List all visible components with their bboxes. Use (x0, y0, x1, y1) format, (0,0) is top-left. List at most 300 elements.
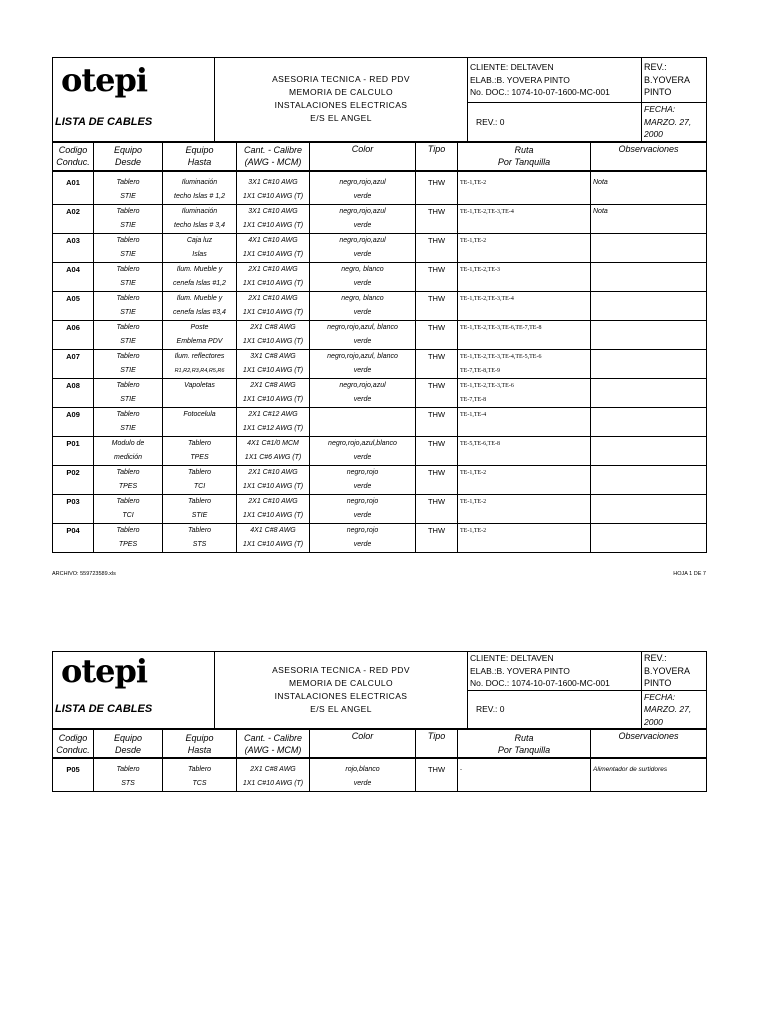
cell-ruta: TE-7,TE-8 (458, 393, 591, 408)
cell-desde: Tablero (94, 763, 163, 777)
client-label: CLIENTE: DELTAVEN (470, 653, 554, 663)
table-row (53, 262, 707, 277)
company-logo: otepi (61, 652, 148, 690)
cell-observaciones (591, 451, 707, 466)
cell-code (53, 306, 94, 321)
cell-ruta (458, 219, 591, 234)
cell-color: negro,rojo,azul (310, 378, 416, 393)
cell-ruta (458, 248, 591, 263)
col-header-ruta: Ruta Por Tanquilla (458, 730, 591, 758)
cell-observaciones (591, 480, 707, 495)
cell-color: verde (310, 219, 416, 234)
cell-tipo (416, 219, 458, 234)
cell-color: verde (310, 364, 416, 379)
cell-tipo (416, 509, 458, 524)
cell-tipo: THW (416, 262, 458, 277)
table-row (53, 451, 707, 466)
table-row (53, 523, 707, 538)
cell-cantidad: 1X1 C#10 AWG (T) (237, 480, 310, 495)
table-row (53, 364, 707, 379)
cell-hasta: Vapoletas (163, 378, 237, 393)
cell-desde: STIE (94, 248, 163, 263)
table-row (53, 422, 707, 437)
table-row (53, 378, 707, 393)
cell-hasta: techo Islas # 3,4 (163, 219, 237, 234)
cell-desde: STIE (94, 364, 163, 379)
title-line: ASESORIA TECNICA - RED PDV (272, 74, 410, 85)
cell-tipo (416, 480, 458, 495)
cell-code: P02 (53, 465, 94, 480)
cell-desde: Tablero (94, 494, 163, 509)
cell-color: negro,rojo,azul, blanco (310, 320, 416, 335)
cell-ruta (458, 277, 591, 292)
cell-hasta: Poste (163, 320, 237, 335)
col-header-desde: Equipo Desde (94, 142, 163, 170)
title-line: ASESORIA TECNICA - RED PDV (272, 665, 410, 675)
cell-cantidad: 2X1 C#12 AWG (237, 407, 310, 422)
col-header-observaciones: Observaciones (591, 730, 707, 758)
cell-observaciones (591, 422, 707, 437)
cell-observaciones (591, 262, 707, 277)
cell-tipo: THW (416, 291, 458, 306)
cell-code (53, 393, 94, 408)
cell-ruta (458, 422, 591, 437)
cell-hasta: R1,R2,R3,R4,R5,R6 (163, 364, 237, 379)
table-row (53, 219, 707, 234)
cell-hasta: Ilum. Mueble y (163, 262, 237, 277)
cell-code (53, 277, 94, 292)
table-row (53, 335, 707, 350)
cell-desde: Tablero (94, 176, 163, 190)
cell-color: negro, blanco (310, 291, 416, 306)
cell-color: verde (310, 277, 416, 292)
cell-code (53, 219, 94, 234)
cell-code: P05 (53, 763, 94, 777)
cell-color: verde (310, 248, 416, 263)
cell-observaciones (591, 494, 707, 509)
cell-ruta (458, 509, 591, 524)
col-header-ruta: Ruta Por Tanquilla (458, 142, 591, 170)
cell-code (53, 248, 94, 263)
cell-desde: Modulo de (94, 436, 163, 451)
cell-observaciones (591, 393, 707, 408)
cell-tipo: THW (416, 204, 458, 219)
cell-ruta: TE-1,TE-2 (458, 494, 591, 509)
table-row (53, 509, 707, 524)
cell-code: A05 (53, 291, 94, 306)
cell-observaciones: Nota (591, 204, 707, 219)
logo-cell (53, 652, 215, 691)
cell-color: negro,rojo,azul (310, 233, 416, 248)
cell-ruta: TE-1,TE-2,TE-3,TE-6 (458, 378, 591, 393)
cell-cantidad: 2X1 C#10 AWG (237, 494, 310, 509)
cell-observaciones (591, 306, 707, 321)
cell-hasta: TCS (163, 777, 237, 792)
title-line: INSTALACIONES ELECTRICAS (274, 691, 408, 701)
cell-hasta: Iluminación (163, 204, 237, 219)
cell-tipo (416, 306, 458, 321)
cell-code: A06 (53, 320, 94, 335)
cell-ruta: - (458, 763, 591, 777)
cell-desde: Tablero (94, 465, 163, 480)
cell-color: verde (310, 190, 416, 205)
col-header-codigo: Codigo Conduc. (53, 142, 94, 170)
col-header-color: Color (310, 730, 416, 758)
cell-hasta: Tablero (163, 465, 237, 480)
title-block (215, 58, 468, 142)
cell-code: A08 (53, 378, 94, 393)
table-row (53, 176, 707, 190)
cell-desde: medición (94, 451, 163, 466)
cell-cantidad: 2X1 C#8 AWG (237, 320, 310, 335)
cell-code: A02 (53, 204, 94, 219)
cell-code (53, 335, 94, 350)
rev-number: REV.: 0 (468, 690, 642, 729)
cell-color: negro,rojo,azul,blanco (310, 436, 416, 451)
cell-cantidad: 3X1 C#10 AWG (237, 176, 310, 190)
cell-observaciones (591, 233, 707, 248)
cell-hasta: Islas (163, 248, 237, 263)
cell-code (53, 538, 94, 553)
cell-hasta: cenefa Islas #1,2 (163, 277, 237, 292)
cell-ruta: TE-1,TE-2 (458, 465, 591, 480)
cell-ruta: TE-5,TE-6,TE-8 (458, 436, 591, 451)
cell-ruta: TE-1,TE-2 (458, 523, 591, 538)
client-label: CLIENTE: DELTAVEN (470, 62, 554, 73)
cell-cantidad: 3X1 C#10 AWG (237, 204, 310, 219)
table-row (53, 306, 707, 321)
cell-code (53, 777, 94, 792)
cell-color: negro,rojo,azul, blanco (310, 349, 416, 364)
cell-cantidad: 4X1 C#8 AWG (237, 523, 310, 538)
cell-hasta: Tablero (163, 523, 237, 538)
cell-cantidad: 2X1 C#10 AWG (237, 291, 310, 306)
cell-color: negro, blanco (310, 262, 416, 277)
cell-hasta: Iluminación (163, 176, 237, 190)
cell-observaciones (591, 219, 707, 234)
cell-tipo (416, 277, 458, 292)
cell-observaciones (591, 320, 707, 335)
cell-ruta: TE-7,TE-8,TE-9 (458, 364, 591, 379)
cell-cantidad: 4X1 C#10 AWG (237, 233, 310, 248)
cell-code: P04 (53, 523, 94, 538)
cell-observaciones (591, 291, 707, 306)
cell-tipo: THW (416, 465, 458, 480)
title-line: E/S EL ANGEL (310, 113, 372, 124)
footer-hoja: HOJA 1 DE 7 (673, 571, 706, 577)
title-line: MEMORIA DE CALCULO (288, 87, 394, 98)
cell-ruta (458, 306, 591, 321)
cell-tipo: THW (416, 494, 458, 509)
cell-ruta: TE-1,TE-2 (458, 233, 591, 248)
cell-desde: STIE (94, 335, 163, 350)
cell-tipo: THW (416, 349, 458, 364)
cell-cantidad: 1X1 C#10 AWG (T) (237, 248, 310, 263)
cell-tipo (416, 538, 458, 553)
cell-desde: Tablero (94, 349, 163, 364)
col-header-cantidad: Cant. - Calibre (AWG - MCM) (237, 142, 310, 170)
cell-color: negro,rojo (310, 523, 416, 538)
cable-table (52, 758, 707, 792)
table-row (53, 465, 707, 480)
cell-hasta: STIE (163, 509, 237, 524)
cell-hasta: Emblema PDV (163, 335, 237, 350)
doc-number: No. DOC.: 1074-10-07-1600-MC-001 (470, 678, 610, 688)
header-block (52, 651, 707, 729)
client-info (468, 652, 642, 691)
cell-tipo: THW (416, 763, 458, 777)
cell-cantidad: 1X1 C#10 AWG (T) (237, 335, 310, 350)
cell-ruta (458, 777, 591, 792)
cell-desde: Tablero (94, 233, 163, 248)
cell-hasta (163, 422, 237, 437)
sheet-page-1 (52, 57, 706, 553)
title-line: MEMORIA DE CALCULO (288, 678, 394, 688)
cell-code (53, 480, 94, 495)
title-block (215, 652, 468, 729)
cell-tipo: THW (416, 233, 458, 248)
cell-desde: TPES (94, 480, 163, 495)
header-block (52, 57, 707, 142)
cell-cantidad: 1X1 C#10 AWG (T) (237, 777, 310, 792)
cell-ruta: TE-1,TE-2,TE-3,TE-4,TE-5,TE-6 (458, 349, 591, 364)
cell-color (310, 407, 416, 422)
cell-color: negro,rojo (310, 465, 416, 480)
cell-cantidad: 4X1 C#1/0 MCM (237, 436, 310, 451)
cell-cantidad: 1X1 C#10 AWG (T) (237, 219, 310, 234)
elab-label: ELAB.:B. YOVERA PINTO (470, 665, 570, 676)
cell-color: verde (310, 451, 416, 466)
cell-color: verde (310, 393, 416, 408)
list-title: LISTA DE CABLES (53, 690, 215, 729)
cell-color: rojo,blanco (310, 763, 416, 777)
cell-hasta: techo Islas # 1,2 (163, 190, 237, 205)
cell-desde: Tablero (94, 262, 163, 277)
cell-ruta: TE-1,TE-2,TE-3,TE-4 (458, 204, 591, 219)
col-header-tipo: Tipo (416, 142, 458, 170)
cell-cantidad: 2X1 C#8 AWG (237, 763, 310, 777)
cell-ruta (458, 335, 591, 350)
cell-desde: STIE (94, 219, 163, 234)
logo-cell (53, 58, 215, 103)
cell-tipo (416, 248, 458, 263)
cell-tipo (416, 777, 458, 792)
table-row (53, 436, 707, 451)
cell-desde: STIE (94, 393, 163, 408)
cell-cantidad: 1X1 C#10 AWG (T) (237, 393, 310, 408)
cell-tipo (416, 422, 458, 437)
cell-code: P03 (53, 494, 94, 509)
rev-by: REV.: B.YOVERA PINTO (642, 58, 707, 103)
table-row (53, 349, 707, 364)
date-label: FECHA: MARZO. 27, 2000 (642, 103, 707, 142)
cell-desde: Tablero (94, 523, 163, 538)
cell-ruta: TE-1,TE-2,TE-3,TE-6,TE-7,TE-8 (458, 320, 591, 335)
cell-desde: STIE (94, 422, 163, 437)
table-row (53, 480, 707, 495)
cell-cantidad: 1X1 C#10 AWG (T) (237, 538, 310, 553)
cell-tipo (416, 335, 458, 350)
cell-tipo: THW (416, 436, 458, 451)
cell-observaciones (591, 364, 707, 379)
col-header-codigo: Codigo Conduc. (53, 730, 94, 758)
cell-desde: STIE (94, 277, 163, 292)
cell-observaciones (591, 248, 707, 263)
cell-hasta: TCI (163, 480, 237, 495)
table-row (53, 407, 707, 422)
table-row (53, 538, 707, 553)
cell-desde: Tablero (94, 320, 163, 335)
cell-ruta (458, 451, 591, 466)
cell-ruta (458, 190, 591, 205)
cell-desde: Tablero (94, 291, 163, 306)
cell-observaciones (591, 777, 707, 792)
cell-hasta: Fotocelula (163, 407, 237, 422)
cell-cantidad: 1X1 C#10 AWG (T) (237, 509, 310, 524)
table-row (53, 233, 707, 248)
col-header-cantidad: Cant. - Calibre (AWG - MCM) (237, 730, 310, 758)
cell-observaciones (591, 378, 707, 393)
cell-color: negro,rojo,azul (310, 176, 416, 190)
table-row (53, 320, 707, 335)
table-row (53, 248, 707, 263)
table-row (53, 393, 707, 408)
rev-by: REV.: B.YOVERA PINTO (642, 652, 707, 691)
table-row (53, 291, 707, 306)
cell-desde: STS (94, 777, 163, 792)
cell-ruta: TE-1,TE-2 (458, 176, 591, 190)
cell-tipo (416, 451, 458, 466)
cell-tipo: THW (416, 176, 458, 190)
cell-color: verde (310, 480, 416, 495)
col-header-observaciones: Observaciones (591, 142, 707, 170)
cell-cantidad: 1X1 C#10 AWG (T) (237, 277, 310, 292)
cell-observaciones (591, 277, 707, 292)
table-row (53, 204, 707, 219)
list-title: LISTA DE CABLES (53, 103, 215, 142)
cell-tipo (416, 393, 458, 408)
cell-tipo: THW (416, 407, 458, 422)
cell-tipo: THW (416, 320, 458, 335)
cell-observaciones (591, 335, 707, 350)
cell-hasta: Ilum. Mueble y (163, 291, 237, 306)
client-info (468, 58, 642, 103)
cell-hasta: Caja luz (163, 233, 237, 248)
cell-hasta: TPES (163, 451, 237, 466)
cell-color (310, 422, 416, 437)
title-line: INSTALACIONES ELECTRICAS (274, 100, 408, 111)
col-header-tipo: Tipo (416, 730, 458, 758)
cell-hasta (163, 393, 237, 408)
cell-cantidad: 2X1 C#10 AWG (237, 465, 310, 480)
cable-table (52, 171, 707, 553)
footer-archivo: ARCHIVO: 559723589.xls (52, 571, 116, 577)
cell-observaciones (591, 538, 707, 553)
cell-cantidad: 2X1 C#10 AWG (237, 262, 310, 277)
cell-desde: Tablero (94, 407, 163, 422)
date-label: FECHA: MARZO. 27, 2000 (642, 690, 707, 729)
cell-cantidad: 1X1 C#10 AWG (T) (237, 190, 310, 205)
col-header-color: Color (310, 142, 416, 170)
col-header-hasta: Equipo Hasta (163, 142, 237, 170)
cell-hasta: STS (163, 538, 237, 553)
cell-hasta: Ilum. reflectores (163, 349, 237, 364)
cell-ruta: TE-1,TE-2,TE-3 (458, 262, 591, 277)
cell-tipo (416, 190, 458, 205)
doc-number: No. DOC.: 1074-10-07-1600-MC-001 (470, 87, 610, 98)
cell-observaciones (591, 465, 707, 480)
sheet-page-2 (52, 651, 706, 792)
cell-tipo (416, 364, 458, 379)
table-row (53, 763, 707, 777)
cell-ruta: TE-1,TE-4 (458, 407, 591, 422)
cell-observaciones (591, 509, 707, 524)
cell-desde: Tablero (94, 378, 163, 393)
cell-observaciones (591, 190, 707, 205)
column-headers (52, 142, 707, 171)
cell-ruta: TE-1,TE-2,TE-3,TE-4 (458, 291, 591, 306)
company-logo: otepi (61, 61, 148, 100)
cell-code: A09 (53, 407, 94, 422)
cell-code (53, 364, 94, 379)
table-row (53, 777, 707, 792)
cell-hasta: Tablero (163, 494, 237, 509)
cell-observaciones: Nota (591, 176, 707, 190)
cell-desde: TCI (94, 509, 163, 524)
cell-observaciones (591, 523, 707, 538)
table-row (53, 494, 707, 509)
cell-desde: STIE (94, 190, 163, 205)
cell-code (53, 451, 94, 466)
cell-desde: Tablero (94, 204, 163, 219)
cell-color: verde (310, 306, 416, 321)
cell-color: verde (310, 777, 416, 792)
table-row (53, 277, 707, 292)
cell-code (53, 190, 94, 205)
cell-ruta (458, 538, 591, 553)
cell-color: negro,rojo,azul (310, 204, 416, 219)
cell-observaciones (591, 349, 707, 364)
cell-hasta: Tablero (163, 763, 237, 777)
cell-hasta: cenefa Islas #3,4 (163, 306, 237, 321)
cell-hasta: Tablero (163, 436, 237, 451)
cell-tipo: THW (416, 378, 458, 393)
title-line: E/S EL ANGEL (310, 704, 372, 714)
cell-cantidad: 1X1 C#10 AWG (T) (237, 364, 310, 379)
cell-cantidad: 1X1 C#10 AWG (T) (237, 306, 310, 321)
cell-color: verde (310, 335, 416, 350)
cell-code: A01 (53, 176, 94, 190)
cell-code: A04 (53, 262, 94, 277)
col-header-hasta: Equipo Hasta (163, 730, 237, 758)
cell-color: verde (310, 538, 416, 553)
cell-cantidad: 2X1 C#8 AWG (237, 378, 310, 393)
cell-cantidad: 1X1 C#6 AWG (T) (237, 451, 310, 466)
cell-code (53, 509, 94, 524)
elab-label: ELAB.:B. YOVERA PINTO (470, 74, 570, 85)
rev-number: REV.: 0 (468, 103, 642, 142)
cell-cantidad: 3X1 C#8 AWG (237, 349, 310, 364)
cell-cantidad: 1X1 C#12 AWG (T) (237, 422, 310, 437)
cell-observaciones (591, 436, 707, 451)
cell-color: negro,rojo (310, 494, 416, 509)
cell-desde: TPES (94, 538, 163, 553)
cell-ruta (458, 480, 591, 495)
cell-observaciones: Alimentador de surtidores (591, 763, 707, 777)
cell-code (53, 422, 94, 437)
col-header-desde: Equipo Desde (94, 730, 163, 758)
cell-code: P01 (53, 436, 94, 451)
